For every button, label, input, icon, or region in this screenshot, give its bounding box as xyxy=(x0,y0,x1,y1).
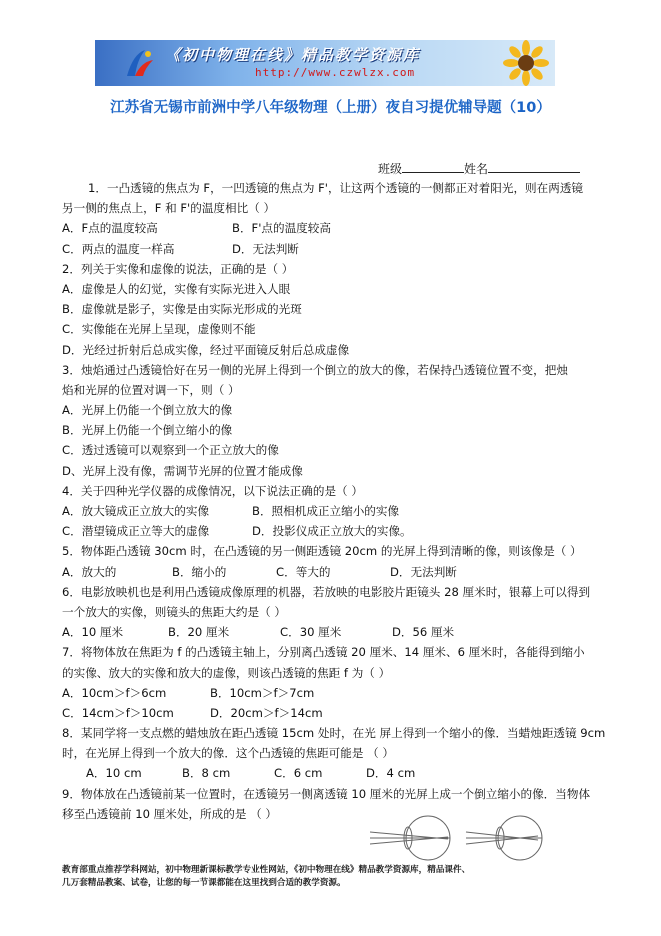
footer-line2: 几万套精品教案、试卷，让您的每一节课都能在这里找到合适的教学资源。 xyxy=(62,878,346,888)
q7-option-b: B．10cm＞f＞7cm xyxy=(210,685,315,700)
q8-option-a: A．10 cm xyxy=(86,766,142,781)
q8-option-d: D．4 cm xyxy=(366,766,416,781)
q3-stem-line1: 3．烛焰通过凸透镜恰好在另一侧的光屏上得到一个倒立的放大的像，若保持凸透镜位置不变，把烛 xyxy=(62,362,568,377)
q3-option-b: B．光屏上仍能一个倒立缩小的像 xyxy=(62,423,233,438)
q1-options-row1 xyxy=(62,218,592,238)
q3-option-c: C．透过透镜可以观察到一个正立放大的像 xyxy=(62,443,279,458)
banner-url[interactable]: http://www.czwlzx.com xyxy=(255,66,416,79)
eye-diagram-left xyxy=(370,816,450,860)
q7-stem-line2: 的实像、放大的实像和放大的虚像，则该凸透镜的焦距 f 为（ ） xyxy=(62,665,391,680)
document-title: 江苏省无锡市前洲中学八年级物理（上册）夜自习提优辅导题（10） xyxy=(110,100,551,116)
q1-option-c: C．两点的温度一样高 xyxy=(62,241,175,256)
q1-option-b: B．F'点的温度较高 xyxy=(232,221,331,236)
class-label: 班级 xyxy=(378,162,403,176)
banner-title: 《初中物理在线》精品教学资源库 xyxy=(165,46,421,64)
q7-option-a: A．10cm＞f＞6cm xyxy=(62,685,167,700)
q1-option-a: A．F点的温度较高 xyxy=(62,221,158,236)
class-blank[interactable] xyxy=(402,160,464,173)
q4-option-a: A．放大镜成正立放大的实像 xyxy=(62,504,210,518)
footer-line1: 教育部重点推荐学科网站，初中物理新课标教学专业性网站，《初中物理在线》精品教学资源库，精品课件、 xyxy=(62,865,471,875)
q6-option-c: C．30 厘米 xyxy=(280,625,342,640)
q8-option-b: B．8 cm xyxy=(182,766,231,781)
q3-stem-line2: 焰和光屏的位置对调一下，则（ ） xyxy=(62,382,240,397)
q4-stem: 4．关于四种光学仪器的成像情况，以下说法正确的是（ ） xyxy=(62,483,363,498)
q7-option-c: C．14cm＞f＞10cm xyxy=(62,705,174,720)
q2-stem: 2．列关于实像和虚像的说法，正确的是（ ） xyxy=(62,261,294,276)
q7-options-row1 xyxy=(62,683,592,703)
q4-options-row1 xyxy=(62,501,592,521)
q4-options-row2 xyxy=(62,521,592,541)
q5-option-b: B．缩小的 xyxy=(172,564,227,579)
site-logo-icon xyxy=(123,46,157,80)
q1-stem-line2: 另一侧的焦点上，F 和 F'的温度相比（ ） xyxy=(62,201,276,216)
q4-option-b: B．照相机成正立缩小的实像 xyxy=(252,504,400,518)
q4-option-c: C．潜望镜成正立等大的虚像 xyxy=(62,524,210,539)
q8-options xyxy=(62,763,592,783)
q9-stem-line2: 移至凸透镜前 10 厘米处，所成的是 （ ） xyxy=(62,806,277,821)
q2-option-d: D．光经过折射后总成实像，经过平面镜反射后总成虚像 xyxy=(62,342,350,357)
q7-options-row2 xyxy=(62,703,592,723)
q5-option-a: A．放大的 xyxy=(62,564,117,579)
q4-option-d: D．投影仪成正立放大的实像。 xyxy=(252,524,412,539)
eye-lens-diagram xyxy=(370,808,600,864)
q1-options-row2 xyxy=(62,239,592,259)
q2-option-c: C．实像能在光屏上呈现，虚像则不能 xyxy=(62,322,256,337)
q3-option-a: A．光屏上仍能一个倒立放大的像 xyxy=(62,403,233,418)
sunflower-icon xyxy=(503,40,549,86)
name-label: 姓名 xyxy=(464,162,489,176)
student-info xyxy=(378,160,580,177)
header-banner xyxy=(95,40,555,86)
question-list xyxy=(62,178,606,824)
q6-option-b: B．20 厘米 xyxy=(168,625,230,640)
q8-stem-line2: 时，在光屏上得到一个放大的像．这个凸透镜的焦距可能是 （ ） xyxy=(62,746,394,761)
footer-notice xyxy=(62,864,602,890)
q9-stem-line1: 9．物体放在凸透镜前某一位置时，在透镜另一侧离透镜 10 厘米的光屏上成一个倒立缩小的像．当物体 xyxy=(62,786,591,801)
q2-option-b: B．虚像就是影子，实像是由实际光形成的光斑 xyxy=(62,302,302,317)
q8-option-c: C．6 cm xyxy=(274,766,323,781)
q1-stem-line1: 1．一凸透镜的焦点为 F，一凹透镜的焦点为 F'，让这两个透镜的一侧都正对着阳光，则在两透镜 xyxy=(88,181,584,195)
q3-option-d: D、光屏上没有像，需调节光屏的位置才能成像 xyxy=(62,463,303,478)
q6-stem-line2: 一个放大的实像，则镜头的焦距大约是（ ） xyxy=(62,604,286,619)
q7-stem-line1: 7．将物体放在焦距为 f 的凸透镜主轴上，分别离凸透镜 20 厘米、14 厘米、6 厘米时，各能得到缩小 xyxy=(62,645,585,660)
q6-option-d: D．56 厘米 xyxy=(392,625,455,640)
q8-stem-line1: 8．某同学将一支点燃的蜡烛放在距凸透镜 15cm 处时，在光 屏上得到一个缩小的像．当蜡烛距透镜 9cm xyxy=(62,726,606,741)
q2-option-a: A．虚像是人的幻觉，实像有实际光进入人眼 xyxy=(62,281,291,296)
q7-option-d: D．20cm＞f＞14cm xyxy=(210,705,323,720)
q5-options xyxy=(62,562,592,582)
name-blank[interactable] xyxy=(488,160,580,173)
q1-option-d: D．无法判断 xyxy=(232,241,299,256)
q6-options xyxy=(62,622,592,642)
q5-option-d: D．无法判断 xyxy=(390,564,457,579)
q6-stem-line1: 6．电影放映机也是利用凸透镜成像原理的机器，若放映的电影胶片距镜头 28 厘米时，银幕上可以得到 xyxy=(62,584,591,599)
q6-option-a: A．10 厘米 xyxy=(62,625,124,640)
eye-diagram-right xyxy=(466,816,542,860)
q5-stem: 5．物体距凸透镜 30cm 时，在凸透镜的另一侧距透镜 20cm 的光屏上得到清晰的像，则该像是（ ） xyxy=(62,544,582,559)
q5-option-c: C．等大的 xyxy=(276,564,331,579)
